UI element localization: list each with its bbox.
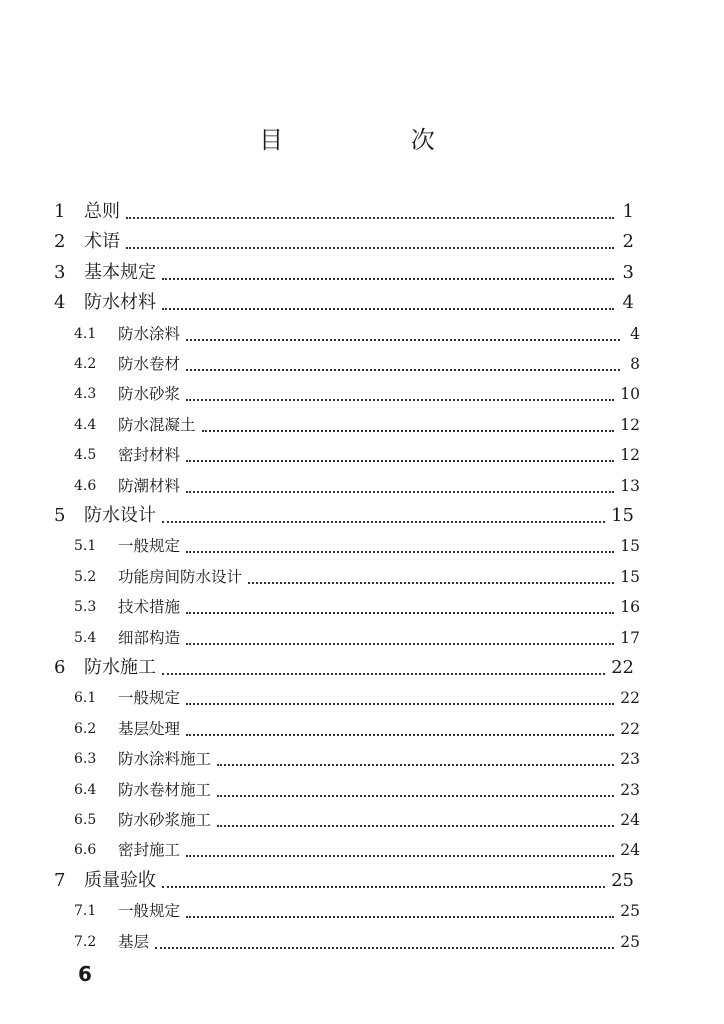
toc-entry-label: 防水卷材施工: [118, 780, 212, 799]
toc-entry-number: 4.2: [74, 356, 97, 372]
toc-entry-label: 细部构造: [118, 628, 181, 647]
toc-entry-number: 4.6: [74, 477, 97, 494]
toc-entry-label: 技术措施: [118, 598, 181, 617]
toc-leader-dots: [186, 629, 614, 645]
toc-entry[interactable]: [54, 866, 634, 892]
toc-entry-number: 5.3: [74, 599, 97, 616]
toc-entry-page: 4: [622, 292, 634, 314]
toc-entry-number: 7.2: [74, 933, 97, 950]
toc-entry-label: 防水混凝土: [118, 415, 196, 434]
toc-entry[interactable]: [74, 896, 640, 922]
toc-leader-dots: [162, 507, 605, 523]
toc-entry-label: 一般规定: [118, 689, 181, 708]
toc-entry-label: 防水施工: [84, 657, 156, 678]
toc-entry[interactable]: [74, 683, 640, 709]
toc-leader-dots: [155, 933, 614, 949]
toc-entry[interactable]: [54, 227, 634, 253]
toc-entry-page: 10: [620, 385, 640, 404]
toc-entry-page: 23: [620, 750, 640, 769]
toc-leader-dots: [162, 264, 614, 280]
toc-leader-dots: [186, 446, 614, 462]
toc-entry-number: 4.1: [74, 325, 97, 342]
toc-entry-label: 防水砂浆施工: [118, 811, 212, 829]
toc-entry[interactable]: [74, 531, 640, 557]
toc-entry[interactable]: [74, 319, 640, 345]
toc-entry-label: 防潮材料: [118, 476, 181, 495]
toc-entry-number: 5.4: [74, 629, 97, 646]
toc-entry-page: 25: [620, 902, 640, 921]
toc-entry[interactable]: [74, 562, 640, 588]
toc-entry-number: 4.5: [74, 447, 97, 464]
toc-leader-dots: [186, 325, 620, 341]
toc-entry-page: 22: [620, 719, 640, 738]
toc-leader-dots: [217, 781, 614, 797]
toc-entry-page: 15: [620, 537, 640, 556]
toc-entry-page: 4: [630, 324, 640, 343]
toc-entry[interactable]: [74, 775, 640, 801]
toc-leader-dots: [126, 203, 614, 219]
toc-entry-number: 7: [54, 869, 66, 891]
toc-leader-dots: [217, 811, 614, 827]
toc-entry-page: 17: [620, 628, 640, 647]
toc-entry-page: 15: [611, 505, 634, 526]
toc-entry[interactable]: [54, 288, 634, 314]
toc-leader-dots: [186, 720, 614, 736]
toc-leader-dots: [202, 416, 615, 432]
toc-entry[interactable]: [74, 440, 640, 466]
toc-entry-page: 3: [622, 261, 634, 283]
toc-entry-label: 一般规定: [118, 902, 181, 921]
toc-leader-dots: [248, 568, 614, 584]
toc-leader-dots: [186, 537, 614, 553]
page-number: 6: [78, 962, 92, 986]
toc-entry-page: 13: [620, 476, 640, 495]
toc-entry-number: 3: [54, 261, 66, 283]
toc-entry[interactable]: [74, 410, 640, 436]
toc-entry-page: 15: [620, 567, 640, 586]
toc-leader-dots: [186, 385, 614, 401]
toc-entry-page: 25: [620, 932, 640, 951]
toc-entry-label: 防水涂料: [118, 324, 181, 343]
toc-entry[interactable]: [74, 744, 640, 770]
page-title: 目 次: [259, 126, 495, 154]
toc-entry-label: 密封材料: [118, 446, 181, 465]
toc-entry-label: 防水涂料施工: [118, 750, 212, 769]
toc-entry-label: 密封施工: [118, 841, 181, 860]
toc-entry-number: 5.2: [74, 568, 97, 585]
toc-leader-dots: [162, 294, 614, 310]
toc-leader-dots: [186, 355, 620, 371]
toc-entry[interactable]: [54, 197, 634, 223]
toc-entry[interactable]: [74, 805, 640, 831]
toc-entry[interactable]: [74, 835, 640, 861]
toc-entry-label: 功能房间防水设计: [118, 567, 243, 586]
toc-entry-number: 4: [54, 292, 66, 314]
toc-entry-page: 16: [620, 598, 640, 617]
toc-entry-number: 2: [54, 231, 66, 253]
toc-leader-dots: [126, 233, 614, 249]
toc-entry-page: 2: [622, 231, 634, 253]
toc-entry-label: 基层: [118, 932, 150, 951]
toc-entry-page: 24: [620, 811, 640, 829]
toc-leader-dots: [186, 902, 614, 918]
toc-leader-dots: [186, 841, 614, 857]
toc-entry[interactable]: [54, 258, 634, 284]
toc-entry[interactable]: [74, 349, 640, 375]
toc-entry-number: 1: [54, 201, 66, 222]
toc-entry-number: 6.5: [74, 812, 97, 828]
toc-entry-number: 4.3: [74, 386, 97, 403]
toc-entry-page: 23: [620, 780, 640, 799]
toc-entry-page: 12: [620, 446, 640, 465]
toc-entry-label: 基层处理: [118, 719, 181, 738]
toc-entry-number: 7.1: [74, 903, 97, 920]
toc-entry-label: 防水材料: [84, 292, 156, 314]
toc-leader-dots: [186, 598, 614, 614]
toc-leader-dots: [162, 872, 605, 888]
toc-leader-dots: [186, 689, 614, 705]
toc-leader-dots: [162, 659, 605, 675]
toc-entry-number: 5: [54, 505, 66, 526]
toc-entry-number: 6.3: [74, 751, 97, 768]
toc-entry-number: 6.4: [74, 781, 97, 798]
toc-entry-label: 质量验收: [84, 869, 156, 891]
toc-entry-number: 6.6: [74, 842, 97, 859]
toc-entry-page: 22: [620, 689, 640, 708]
toc-entry-label: 一般规定: [118, 537, 181, 556]
toc-entry-page: 24: [620, 841, 640, 860]
toc-entry[interactable]: [74, 592, 640, 618]
toc-entry-label: 术语: [84, 231, 120, 253]
toc-entry[interactable]: [74, 471, 640, 497]
toc-entry-label: 防水设计: [84, 505, 156, 526]
toc-entry-page: 8: [630, 355, 640, 373]
toc-entry-label: 总则: [84, 201, 120, 222]
toc-entry[interactable]: [74, 379, 640, 405]
toc-entry-label: 基本规定: [84, 261, 156, 283]
toc-entry-number: 6.2: [74, 720, 97, 737]
toc-leader-dots: [186, 477, 614, 493]
toc-entry-number: 5.1: [74, 538, 97, 555]
toc-entry[interactable]: [74, 714, 640, 740]
toc-entry[interactable]: [74, 927, 640, 953]
toc-entry[interactable]: [54, 501, 634, 527]
toc-entry-page: 25: [611, 869, 634, 891]
toc-entry-page: 1: [622, 201, 634, 222]
toc-leader-dots: [217, 750, 614, 766]
toc-entry[interactable]: [74, 623, 640, 649]
toc-entry[interactable]: [54, 653, 634, 679]
toc-entry-number: 4.4: [74, 416, 97, 433]
toc-entry-number: 6: [54, 657, 66, 678]
toc-entry-page: 22: [611, 657, 634, 678]
toc-entry-page: 12: [620, 415, 640, 434]
toc-entry-label: 防水砂浆: [118, 385, 181, 404]
toc-entry-label: 防水卷材: [118, 355, 181, 373]
toc-entry-number: 6.1: [74, 690, 97, 707]
